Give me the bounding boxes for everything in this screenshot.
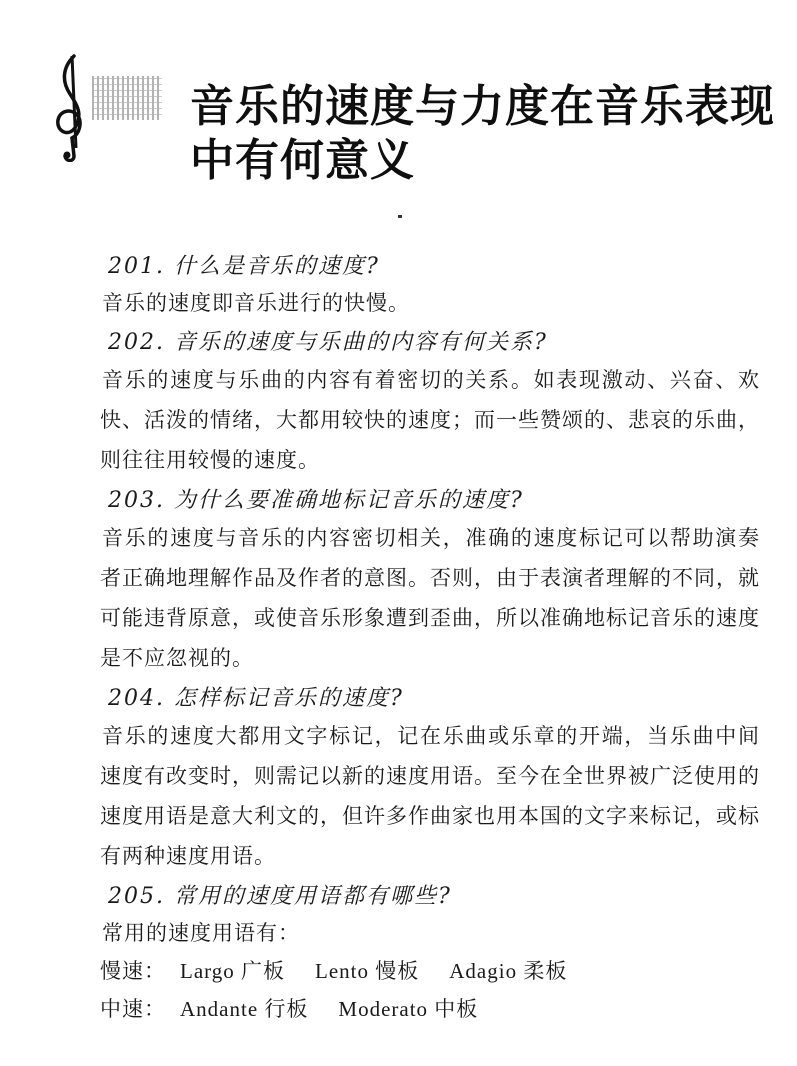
medium-label: 中速： <box>100 997 166 1021</box>
treble-clef-icon <box>52 52 90 162</box>
term-andante: Andante 行板 <box>180 997 309 1021</box>
chapter-header <box>52 52 775 202</box>
answer-203: 音乐的速度与音乐的内容密切相关，准确的速度标记可以帮助演奏者正确地理解作品及作者的意图。否则，由于表演者理解的不同，就可能违背原意，或使音乐形象遭到歪曲，所以准确地标记音乐的速度是不应忽视的。 <box>100 526 760 670</box>
question-205: 205. 常用的速度用语都有哪些? <box>108 884 452 909</box>
slow-label: 慢速： <box>100 959 166 983</box>
page-mark <box>398 215 402 218</box>
decorative-pattern <box>92 76 162 120</box>
term-lento: Lento 慢板 <box>315 959 420 983</box>
term-adagio: Adagio 柔板 <box>449 959 568 983</box>
answer-205: 常用的速度用语有： <box>102 921 300 945</box>
article-body <box>100 246 760 1028</box>
answer-201: 音乐的速度即音乐进行的快慢。 <box>102 291 410 315</box>
chapter-title: 音乐的速度与力度在音乐表现中有何意义 <box>190 81 775 186</box>
question-201: 201. 什么是音乐的速度? <box>108 254 380 279</box>
question-203: 203. 为什么要准确地标记音乐的速度? <box>108 488 524 513</box>
slow-tempo-terms <box>100 952 760 990</box>
question-202: 202. 音乐的速度与乐曲的内容有何关系? <box>108 330 548 355</box>
answer-202: 音乐的速度与乐曲的内容有着密切的关系。如表现激动、兴奋、欢快、活泼的情绪，大都用较快的速度；而一些赞颂的、悲哀的乐曲，则往往用较慢的速度。 <box>100 368 760 472</box>
question-204: 204. 怎样标记音乐的速度? <box>108 686 404 711</box>
medium-tempo-terms <box>100 990 760 1028</box>
term-moderato: Moderato 中板 <box>338 997 479 1021</box>
term-largo: Largo 广板 <box>180 959 286 983</box>
answer-204: 音乐的速度大都用文字标记，记在乐曲或乐章的开端，当乐曲中间速度有改变时，则需记以新的速度用语。至今在全世界被广泛使用的速度用语是意大利文的，但许多作曲家也用本国的文字来标记，或标有两种速度用语。 <box>100 724 760 868</box>
